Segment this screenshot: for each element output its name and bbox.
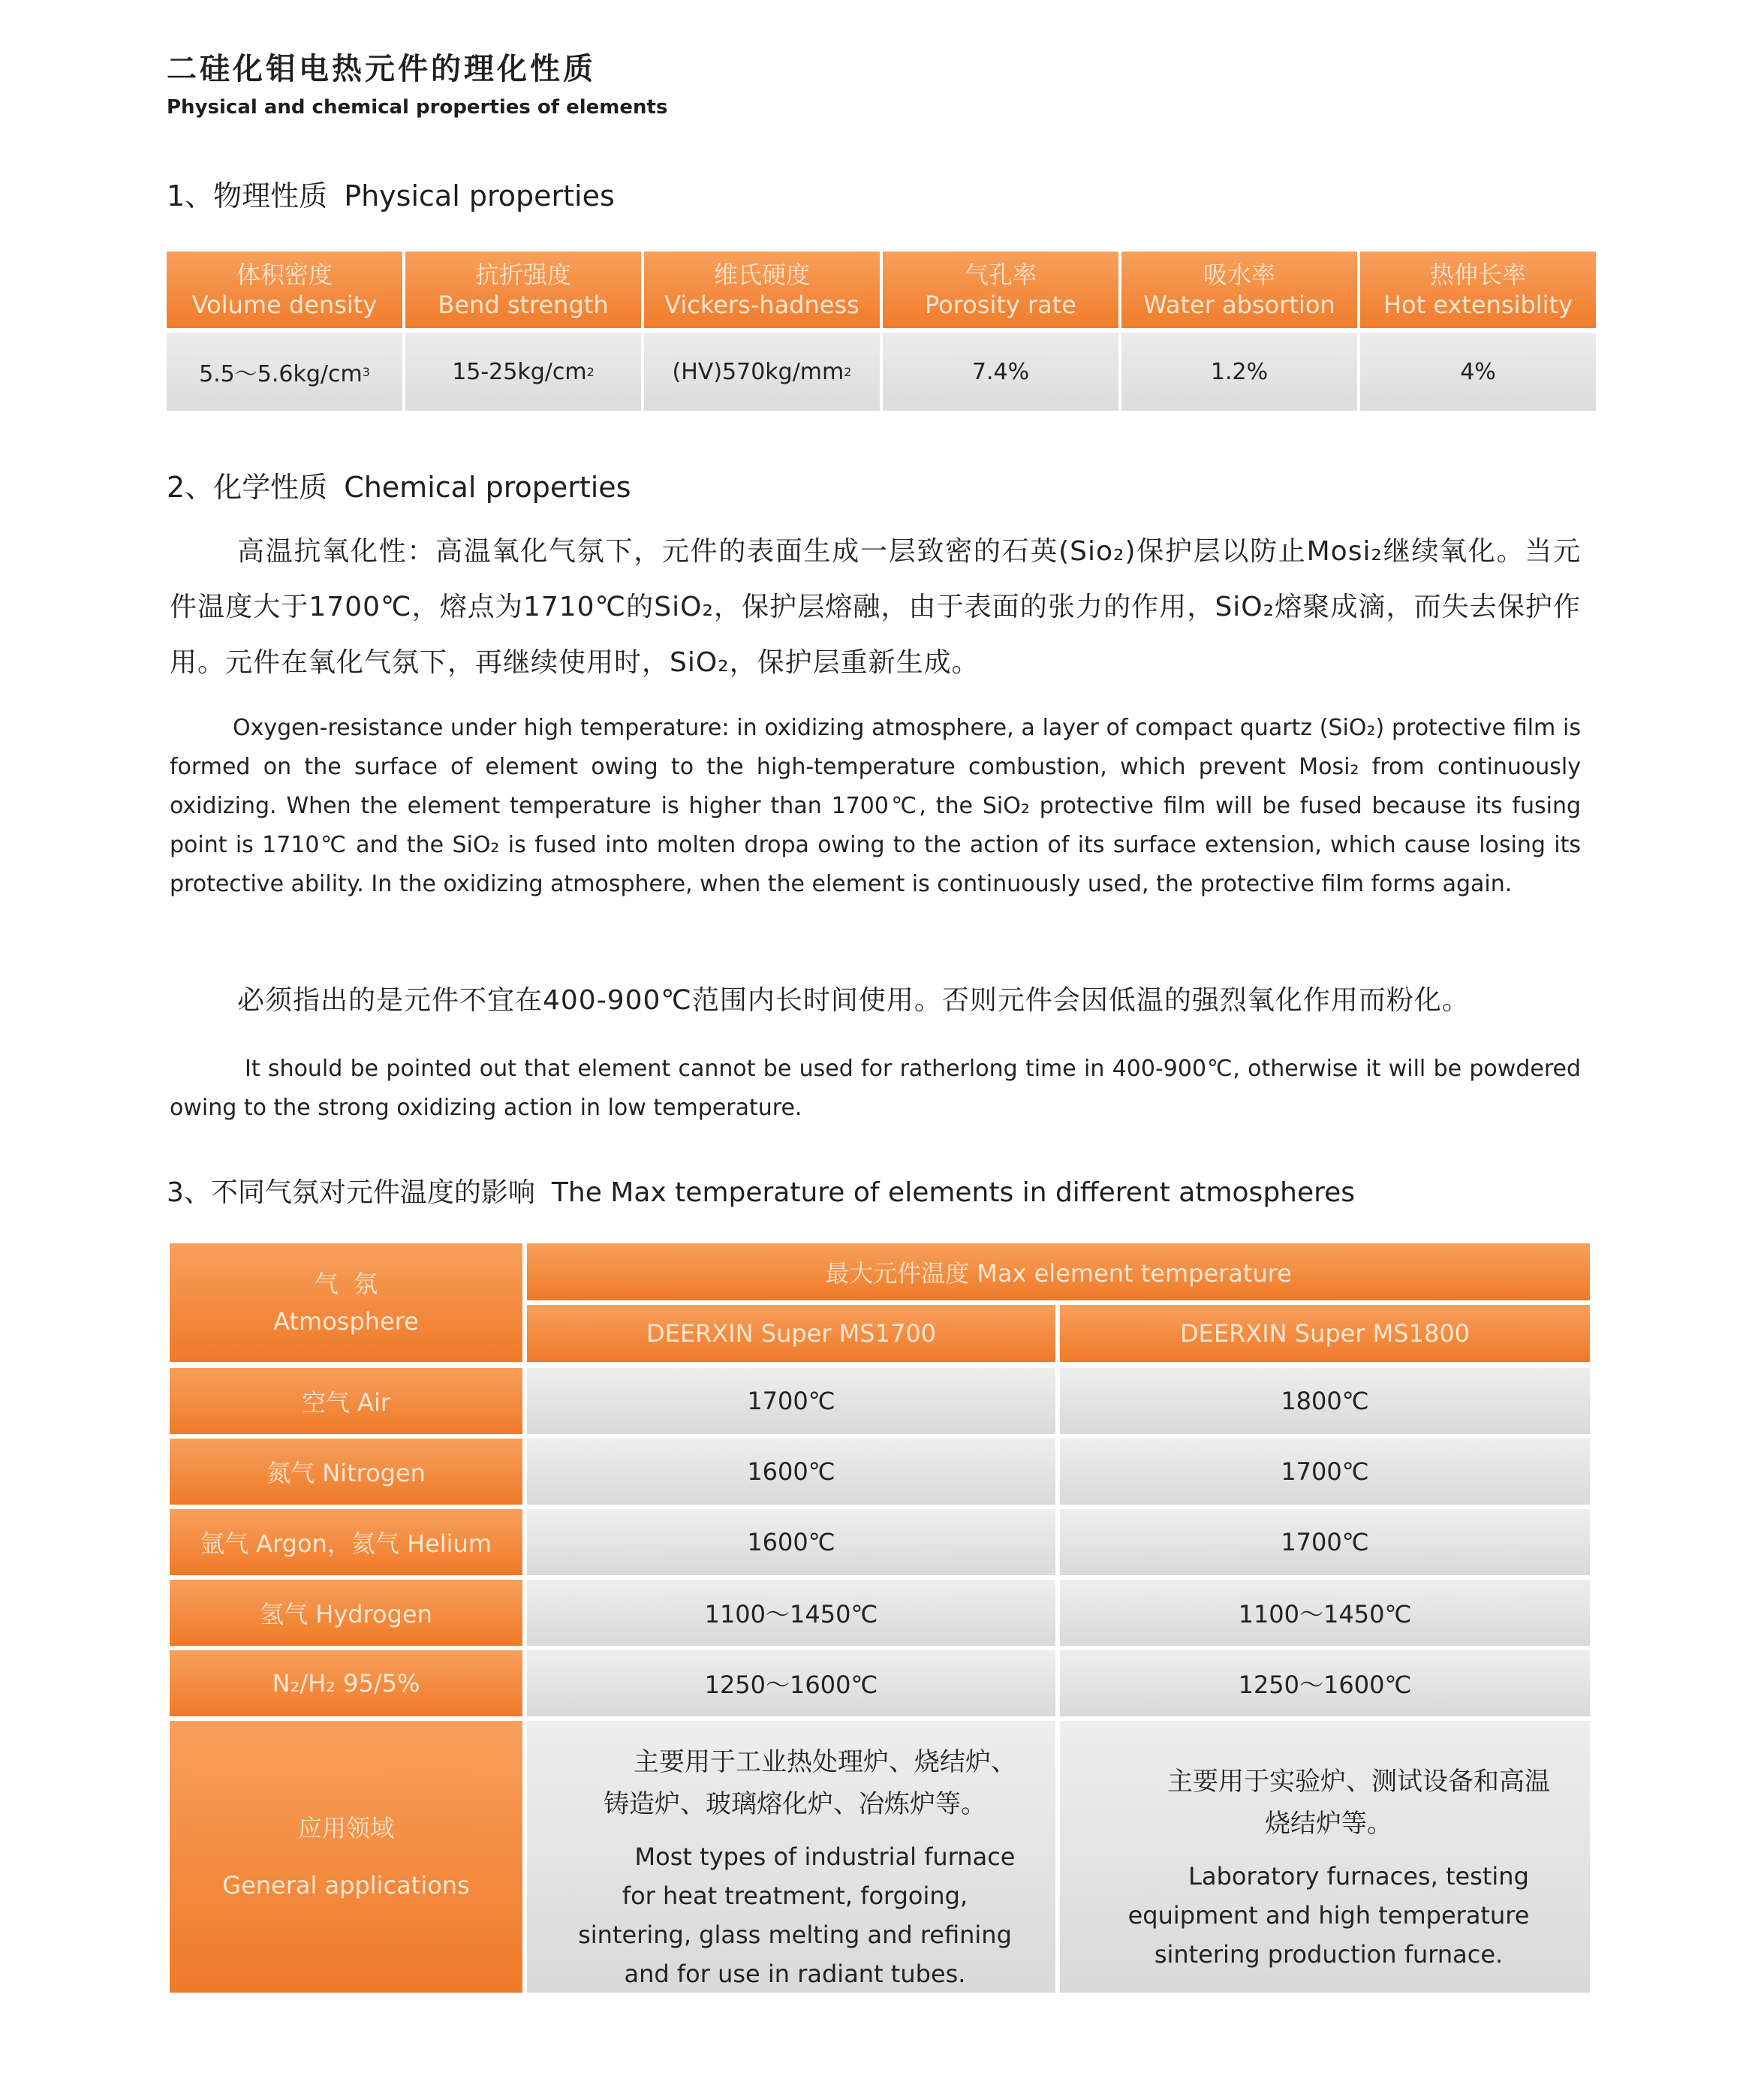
table-cell — [644, 333, 880, 411]
header-zh: 气 氛 — [314, 1270, 378, 1298]
section-physical-title — [167, 173, 615, 214]
section-title-zh: 3、不同气氛对元件温度的影响 — [167, 1177, 535, 1208]
table-cell: 1700℃ — [527, 1368, 1055, 1434]
column-header — [167, 252, 402, 328]
paragraph-zh-warning: 必须指出的是元件不宜在400-900℃范围内长时间使用。否则元件会因低温的强烈氧化作用而粉化。 — [237, 985, 1470, 1016]
applications-en: Most types of industrial furnace for heat treatment, forgoing, sintering, glass melting and refining and for use in radiant tubes. — [578, 1842, 1016, 1988]
header-zh: 抗折强度 — [474, 261, 571, 289]
header-en: Atmosphere — [273, 1307, 419, 1336]
label-en: General applications — [222, 1871, 470, 1900]
header-en: Bend strength — [438, 291, 609, 319]
column-header — [405, 252, 641, 328]
header-en: Porosity rate — [925, 291, 1076, 319]
section-atmosphere-title — [167, 1171, 1355, 1210]
header-zh: 热伸长率 — [1429, 261, 1526, 289]
table-column — [1121, 252, 1357, 411]
model-header-ms1800: DEERXIN Super MS1800 — [1060, 1305, 1590, 1362]
section-title-zh: 2、化学性质 — [167, 471, 328, 504]
row-label-air: 空气 Air — [170, 1368, 522, 1434]
cell-value: (HV)570kg/mm — [672, 358, 844, 385]
table-cell: 1800℃ — [1060, 1368, 1590, 1434]
column-header — [883, 252, 1118, 328]
table-cell — [1360, 333, 1596, 411]
paragraph-en-warning: It should be pointed out that element cannot be used for ratherlong time in 400-900℃, otherwise it will be powdered owing to the strong oxidizing action in low temperature. — [170, 1056, 1581, 1121]
page-subtitle: Physical and chemical properties of elements — [167, 96, 668, 119]
row-label-hydrogen: 氢气 Hydrogen — [170, 1580, 522, 1646]
header-en: Water absortion — [1143, 291, 1335, 319]
cell-value: 7.4% — [971, 358, 1030, 385]
header-zh: 体积密度 — [236, 261, 333, 289]
table-cell — [405, 333, 641, 411]
header-zh: 气孔率 — [964, 261, 1037, 289]
paragraph-en-oxidation: Oxygen-resistance under high temperature: in oxidizing atmosphere, a layer of compact quartz (SiO₂) protective film is formed on the surface of element owing to the high-temperature combustion, which prevent Mosi₂ from continuously oxidizing. When the element temperature is higher than 1700℃, the SiO₂ protective film will be fused because its fusing point is 1710℃ and the SiO₂ is fused into molten dropa owing to the action of its surface extension, which cause losing its protective ability. In the oxidizing atmosphere, when the element is continuously used, the protective film forms again. — [170, 715, 1581, 897]
table-cell: 1700℃ — [1060, 1439, 1590, 1505]
row-label-nitrogen: 氮气 Nitrogen — [170, 1439, 522, 1505]
table-cell: 1600℃ — [527, 1439, 1055, 1505]
header-zh: 维氏硬度 — [713, 261, 810, 289]
section-title-en: Chemical properties — [344, 471, 631, 504]
table-cell: 1100～1450℃ — [527, 1580, 1055, 1646]
header-en: Vickers-hadness — [664, 291, 859, 319]
model-header-ms1700: DEERXIN Super MS1700 — [527, 1305, 1055, 1362]
page-title: 二硅化钼电热元件的理化性质 — [167, 52, 596, 86]
applications-label — [170, 1721, 522, 1993]
table-column — [644, 252, 880, 411]
header-zh: 吸水率 — [1203, 261, 1275, 289]
physical-properties-table — [167, 252, 1596, 411]
table-cell — [167, 333, 402, 411]
atmosphere-header — [170, 1243, 522, 1362]
row-label-n2h2: N₂/H₂ 95/5% — [170, 1650, 522, 1716]
max-temp-header: 最大元件温度 Max element temperature — [527, 1243, 1590, 1300]
applications-zh: 主要用于工业热处理炉、烧结炉、铸造炉、玻璃熔化炉、冶炼炉等。 — [604, 1747, 1016, 1819]
cell-value: 4% — [1460, 358, 1496, 385]
paragraph-zh-oxidation: 高温抗氧化性：高温氧化气氛下，元件的表面生成一层致密的石英(Sio₂)保护层以防止Mosi₂继续氧化。当元件温度大于1700℃，熔点为1710℃的SiO₂，保护层熔融，由于表面的张力的作用，SiO₂熔聚成滴，而失去保护作用。元件在氧化气氛下，再继续使用时，SiO₂，保护层重新生成。 — [170, 536, 1581, 678]
row-label-argon-helium: 氩气 Argon，氦气 Helium — [170, 1509, 522, 1575]
cell-value: 5.5～5.6kg/cm — [199, 361, 363, 387]
table-column — [167, 252, 402, 411]
applications-ms1700 — [527, 1721, 1055, 1993]
table-cell: 1250～1600℃ — [527, 1650, 1055, 1716]
column-header — [1360, 252, 1596, 328]
cell-superscript: 3 — [362, 364, 370, 379]
table-column — [405, 252, 641, 411]
section-title-en: The Max temperature of elements in different atmospheres — [551, 1177, 1356, 1208]
header-en: Volume density — [191, 291, 378, 319]
section-title-zh: 1、物理性质 — [167, 179, 328, 212]
table-cell: 1100～1450℃ — [1060, 1580, 1590, 1646]
table-cell: 1250～1600℃ — [1060, 1650, 1590, 1716]
table-column — [1360, 252, 1596, 411]
header-en: Hot extensiblity — [1383, 291, 1573, 319]
table-cell — [883, 333, 1118, 411]
cell-superscript: 2 — [844, 364, 852, 379]
applications-zh: 主要用于实验炉、测试设备和高温烧结炉等。 — [1167, 1767, 1550, 1839]
applications-ms1800 — [1060, 1721, 1590, 1993]
column-header — [1121, 252, 1357, 328]
cell-superscript: 2 — [586, 364, 595, 379]
atmosphere-temperature-table — [170, 1243, 1590, 1994]
table-cell: 1700℃ — [1060, 1509, 1590, 1575]
section-chemical-title — [167, 464, 631, 505]
table-cell: 1600℃ — [527, 1509, 1055, 1575]
applications-en: Laboratory furnaces, testing equipment and high temperature sintering production furnace. — [1127, 1862, 1530, 1969]
column-header — [644, 252, 880, 328]
label-zh: 应用领域 — [297, 1814, 394, 1842]
section-title-en: Physical properties — [344, 179, 615, 212]
cell-value: 1.2% — [1210, 358, 1269, 385]
table-column — [883, 252, 1118, 411]
cell-value: 15-25kg/cm — [452, 358, 587, 385]
table-cell — [1121, 333, 1357, 411]
